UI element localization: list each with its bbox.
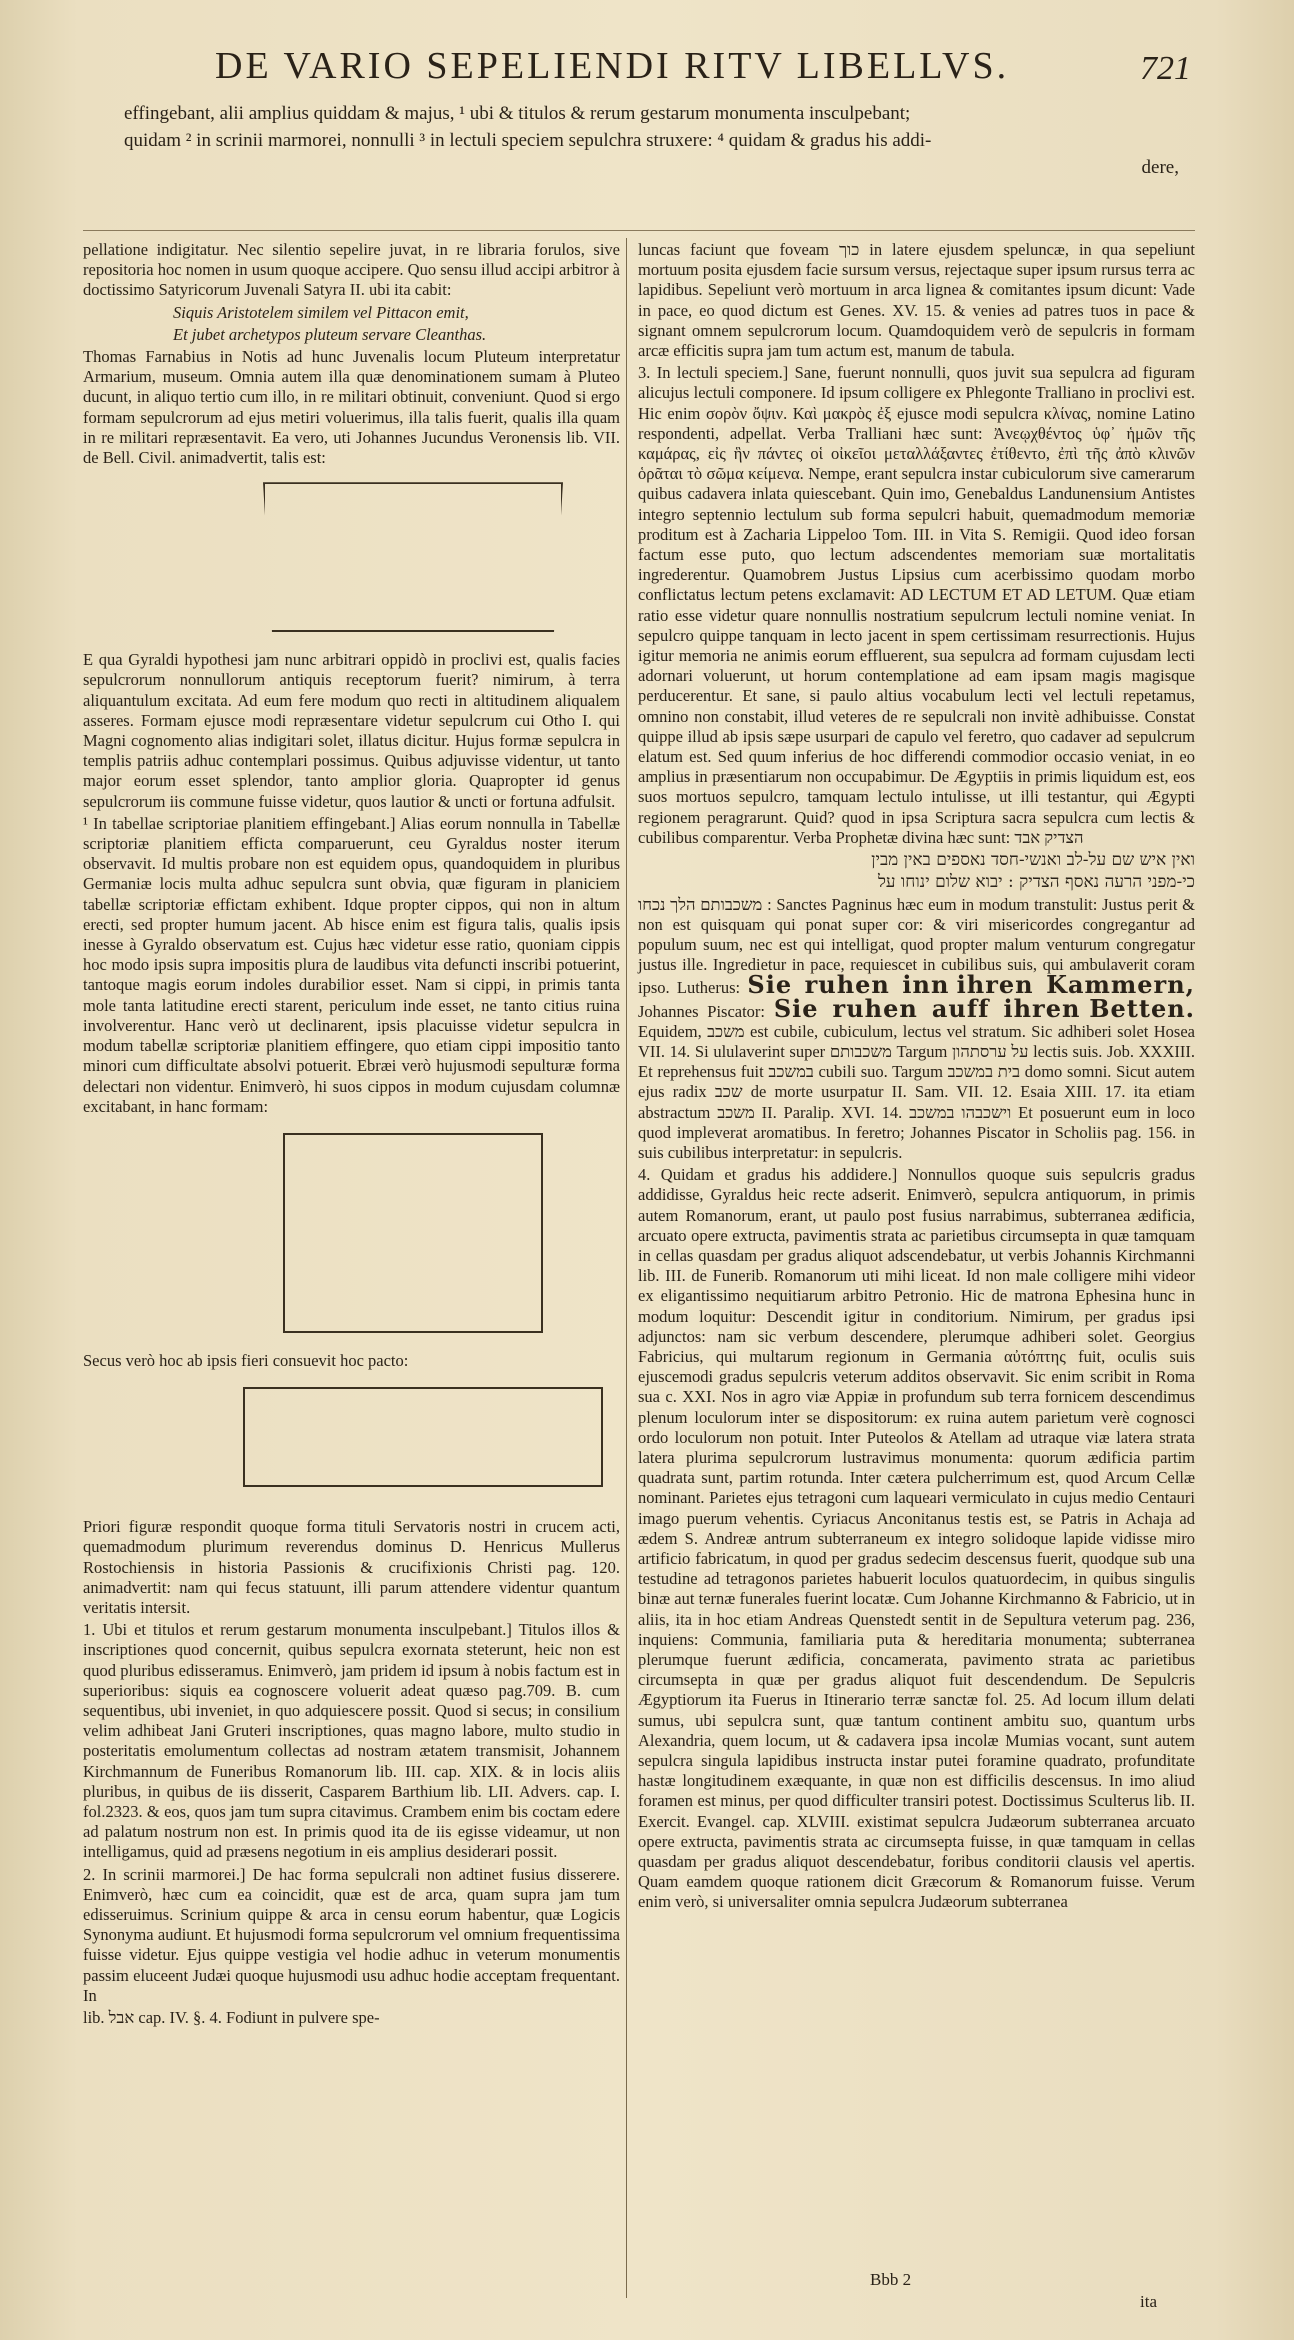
column-divider xyxy=(626,238,627,2298)
paragraph: E qua Gyraldi hypothesi jam nunc arbitrari oppidò in proclivi est, qualis facies sepulcrorum nonnullorum antiquis receptorum fuerit? nimirum, à terra aliquantulum excitata. Ad eum fere modum quo recti in altitudinem aliqualem asseres. Formam ejusce modi repræsentare videtur sepulcrum cui Otho I. qui Magni cognomento alias indigitari solet, illatus dicitur. Hujus formæ sepulcra in templis patriis adhuc contemplari possimus. Quibus adjuvisse videntur, ut tanto major eorum esset splendor, tanto amplior gloria. Quapropter id genus sepulcrorum iis commune fuisse videtur, quos lautior & uncti or fortuna adfulsit. xyxy=(83,650,620,811)
hebrew-line: ואין איש שם על-לב ואנשי-חסד נאספים באין מבין xyxy=(871,850,1195,871)
paragraph: Thomas Farnabius in Notis ad hunc Juvenalis locum Pluteum interpretatur Armarium, museum. Omnia autem illa quæ denominationem sumam à Pluteo ducunt, in aliquo tertio cum illo, in re militari obtinuit, conveniunt. Quod si ergo formam sepulcrorum ad ejus metiri voluerimus, illa talis fuerit, qualis illa quam in re militari repræsentavit. Ea vero, uti Johannes Jucundus Veronensis lib. VII. de Bell. Civil. animadvertit, talis est: xyxy=(83,347,620,468)
right-column xyxy=(638,240,1195,1915)
gothic-text: Sie ruhen inn xyxy=(747,970,950,1000)
intro-text xyxy=(124,100,1179,181)
intro-line-last: dere, xyxy=(1141,157,1179,178)
paragraph xyxy=(638,895,1195,1164)
pluteum-figure xyxy=(263,482,563,632)
left-column xyxy=(83,240,620,2030)
paragraph: 2. In scrinii marmorei.] De hac forma sepulcrali non adtinet fusius disserere. Enimverò, hæc cum ea coincidit, quæ est de arca, quam supra jam tum edisseruimus. Scrinium quippe & arca in censu eorum habentur, quæ Logicis Synonyma audiunt. Et hujusmodi forma sepulcrorum vel omnium frequentissima fuisse videtur. Ejus quippe vestigia vel hodie adhuc in veterum monumentis passim eluceent Judæi quoque hujusmodi usu adhuc hodie acceptam frequentant. In xyxy=(83,1864,620,2005)
paragraph: 4. Quidam et gradus his addidere.] Nonnullos quoque suis sepulcris gradus addidisse, Gyraldus heic recte adserit. Enimverò, sepulcra antiquorum, in primis autem Romanorum, erant, ut paulo post fusius narrabimus, subterranea ædificia, arcuato opere extructa, pavimentis strata ac parietibus circumsepta in quæ tamquam in cellas quasdam per gradus aliquot adscendebatur, ut verbis Johannis Kirchmanni lib. III. de Funerib. Romanorum uti mihi liceat. Id non male colligere mihi videor ex eligantissimo nequitiarum arbitro Petronio. Hic de matrona Ephesina hunc in modum loquitur: Descendit igitur in conditorium. Nimirum, per gradus ipsi adjunctos: nam sic verbum descendere, plerumque adhiberi solet. Georgius Fabricius, qui multarum regionum in Germania αὐτόπτης fuit, oculis suis ejuscemodi gradus sepulcris veterum additos observavit. Sic enim scribit in Roma sua c. XXI. Nos in agro viæ Appiæ in profundum sub terra fornicem descendimus plenum loculorum inter se dispositorum: ex ruina autem parietum verè cognosci ordo loculorum non potuit. Inter Puteolos & Atellam ad utraque viæ latera strata latera plurima sepulcrorum lustravimus monumenta: quorum ædificia partim quadrata sunt, partim rotunda. Inter cætera pulcherrimum est, quod Arcum Cellæ nominant. Parietes ejus tetragoni cum laqueari vermiculato in cujus medio Centauri imago puerum vehentis. Cyriacus Anconitanus testis est, se Patris in Achaja ad ædem S. Andreæ antrum subterraneum ex integro solidoque lapide vidisse miro artificio fabricatum, in quod per gradus sedecim descensus fuerit, quodque sub una testudine ad tetragonos parietes habuerit loculos quatuordecim, in quibus singulis binæ aut ternæ funerales fuerint locatæ. Cum Johanne Kirchmanno & Fabricio, ut in aliis, ita in hoc etiam Andreas Quenstedt sentit in de Sepultura veterum pag. 236, inquiens: Communia, familiaria puta & hereditaria monumenta; subterranea plerumque fuerunt ædificia, concamerata, pavimento strata ac parietibus circumsepta in quæ per gradus aliquot fuit descendendum. De Sepulcris Ægyptiorum ita Fuerus in Itinerario terræ sanctæ fol. 25. Ad locum illum delati sumus, ubi sepulcra sunt, quæ tantum continent ambitu suo, quantum urbs Alexandria, quem locum, ut & cadavera ipsa incolæ Mumias vocant, sunt autem sepulcra singula lapidibus instructa instar putei foramine quadrato, profunditate hastæ longitudinem exæquante, in quæ non est difficilis descensus. In imo aliud foramen est minus, per quod difficulter transiri potest. Doctissimus Sculterus lib. II. Exercit. Evangel. cap. XLVIII. existimat sepulcra Judæorum subterranea arcuato opere extructa, pavimentis strata ac circumsepta fuisse, in quæ tamquam in cellas quasdam per gradus aliquot descendebatur, foribus conditorii clausis vel apertis. Quam eamdem quoque rationem dicit Græcorum & Romanorum fuisse. Verum enim verò, si universaliter omnia sepulcra Judæorum subterranea xyxy=(638,1165,1195,1912)
paragraph-text: משכבותם הלך נכחו : Sanctes Pagninus hæc eum in modum transtulit: Justus perit & non est quisquam qui ponat super cor: & viri misericordes congregantur ad populum suum, nec est qui intelligat, quod propter malum venturum congregatur justus ille. Ingredietur in pace, requiescet in cubilibus suis, qui ambulaverit coram ipso. Lutherus: xyxy=(638,894,1195,998)
column-cippus-figure xyxy=(283,1133,543,1333)
paragraph-text: Equidem, משכב est cubile, cubiculum, lectus vel stratum. Sic adhiberi solet Hosea VII. 14. Si ululaverint super משכבותם Targum על ערסתהון lectis suis. Job. XXXIII. Et reprehensus fuit במשכב cubili suo. Targum בית במשכב domo somni. Sicut autem ejus radix שכב de morte usurpatur II. Sam. VII. 12. Esaia XIII. 17. ita etiam abstractum משכב II. Paralip. XVI. 14. וישכבהו במשכב Et posuerunt eum in loco quod impleverat aromatibus. In feretro; Johannes Piscator in Scholiis pag. 156. in suis cubilibus interpretatur: in sepulcris. xyxy=(638,1021,1195,1162)
gothic-text: Sie ruhen auff ihren xyxy=(773,993,1081,1023)
paragraph: ¹ In tabellae scriptoriae planitiem effingebant.] Alias eorum nonnulla in Tabellæ scriptoriæ planitiem efficta comparuerunt, ceu Gyraldus noster iterum observavit. Id multis probare non est equidem opus, quandoquidem in pluribus Germaniæ locis multa adhuc sepulcra sunt obvia, quæ figuram in planiciem tabellæ scriptoriæ effictam exhibent. Idque propter cippos, qui non in altum erecti, sed propter humum jacent. Ab hisce enim est figura talis, qualis ipsis inesse à Gyraldo observatum est. Cujus hæc videtur esse ratio, quoniam cippis hoc modo ipsis supra impositis plura de laudibus vita defuncti inscribi potuerint, tantoque magis eorum indoles durabilior esset. Nam si cippi, in primis tanta mole tanta latitudine erecti starent, periculum inde esset, ne tanto citius ruina involverentur. Hanc verò ut declinarent, ipsis placuisse videtur sepulcra in modum tabellæ scriptoriæ planitiem effingere, quo etiam cippi impositio tanto minori cum difficultate absolvi potuerit. Ebræi verò hujusmodi sepulturæ forma delectari non videntur. Enimverò, hi suos cippos in modum cujusdam columnæ excitabant, in hanc formam: xyxy=(83,813,620,1116)
intro-line: effingebant, alii amplius quiddam & majus, ¹ ubi & titulos & rerum gestarum monumenta insculpebant; xyxy=(124,103,911,124)
intro-line: quidam ² in scrinii marmorei, nonnulli ³ in lectuli speciem sepulchra struxere: ⁴ quidam & gradus his addi- xyxy=(124,130,932,151)
paragraph: luncas faciunt que foveam כוך in latere ejusdem speluncæ, in qua sepeliunt mortuum posita ejusdem facie sursum versus, rejectaque super ipsum rursus terra ac lapidibus. Sepeliunt verò mortuum in arca lignea & comitantes ipsum dicunt: Vade in pace, eo quod dictum est Genes. XV. 15. & venies ad patres tuos in pace & signant omnem sepulcrorum locum. Quamdoquidem verò de sepulcris in formam arcæ efficitis supra jam tum actum est, manum de tabula. xyxy=(638,240,1196,361)
paragraph: Priori figuræ respondit quoque forma tituli Servatoris nostri in crucem acti, quemadmodum plurimum reverendus dominus D. Henricus Mullerus Rostochiensis in historia Passionis & crucifixionis Christi pag. 120. animadvertit: nam qui fecus statuunt, illi parum attendere videntur quantum veritatis intersit. xyxy=(83,1517,620,1617)
flat-cippus-figure xyxy=(243,1387,603,1487)
paragraph: 1. Ubi et titulos et rerum gestarum monumenta insculpebant.] Titulos illos & inscriptiones quod concernit, quibus sepulcra exornata steterunt, heic non est quod pluribus edisseramus. Enimverò, jam pridem id ipsum à nobis factum est in superioribus: siquis ea cognoscere voluerit adeat quæso pag.709. B. cum sequentibus, ubi inveniet, in quo adquiescere possit. Quod si secus; in consilium velim adhibeat Jani Gruteri inscriptiones, quas magno labore, multo studio in posteritatis emolumentum collectas ad nostram ætatem transmisit, Johannem Kirchmannum de Funeribus Romanorum lib. III. cap. XIX. & in locis aliis pluribus, in quibus de iis disserit, Casparem Barthium lib. LII. Advers. cap. I. fol.2323. & eos, quos jam tum supra citavimus. Crambem enim bis coctam edere ad palatum nostrum non est. In primis quod ita de iis egisse videamur, ut non intelligamus, quid ad præsens negotium in eis amplius desiderari possit. xyxy=(83,1620,620,1862)
signature-mark: Bbb 2 xyxy=(870,2270,912,2289)
gothic-text: ihren Kammern, xyxy=(956,970,1195,1000)
paragraph-text: Johannes Piscator: xyxy=(638,1001,766,1021)
paragraph: lib. אבל cap. IV. §. 4. Fodiunt in pulvere spe- xyxy=(83,2007,380,2027)
page-number: 721 xyxy=(1140,50,1191,87)
header-rule xyxy=(83,230,1195,231)
paragraph: 3. In lectuli speciem.] Sane, fuerunt nonnulli, quos juvit sua sepulcra ad figuram alicujus lectuli componere. Id ipsum colligere ex Phlegonte Tralliano in proclivi est. Hic enim σορὸν ὄψιν. Καὶ μακρὸς ἐξ ejusce modi sepulcra κλίνας, nomine Latino respondenti, adpellat. Verba Tralliani hæc sunt: Ἀνεῳχθέντος ὑφ᾽ ἡμῶν τῆς καμάρας, εἰς ἣν πάντες οἱ οἰκεῖοι μεταλλάξαντες ἐτίθεντο, ἐπὶ τῆς ἀπὸ κλινῶν ὁρᾶται τὸ σῶμα κείμενα. Nempe, erant sepulcra instar cubiculorum sive camerarum quibus cadavera inlata quiescebant. Quin imo, Genebaldus Landunensium Antistes integro septennio lectulum sub forma sepulcri habuit, quemadmodum memoriæ proditum est à Zacharia Lippeloo Tom. III. in Vita S. Remigii. Quod ideo forsan factum esse puto, quo lectum adscendentes memoriam suæ mortalitatis ingrederentur. Quamobrem Justus Lipsius cum acerbissimo quodam morbo conflictatus lectum petens exclamavit: AD LECTUM ET AD LETUM. Quæ etiam ratio esse videtur quare nonnullis nostratium sepulcrum lectuli nomine veniat. In sepulcro quippe tanquam in lecto jacent in spem certissimam resurrectionis. Hujus igitur memoria ne animis eorum effluerent, sua sepulcra ad formam cujusdam lecti adornari voluerunt, ut horum contemplatione ad eam ipsam magis magisque perducerentur. Et sane, si paulo altius vocabulum lecti vel lectuli repetamus, omnino non constabit, illud veteres de re sepulcrali non invitè adhibuisse. Constat quippe illud ab ipsis sæpe usurpari de capulo vel feretro, quo cadaver ad sepulcrum elatum est. Sed quum inferius de hoc differendi commodior occasio veniat, in eo amplius in præsentiarum non occupabimur. De Ægyptiis in primis liquidum est, eos suos mortuos sepulcro, tamquam lectulo intulisse, ut illi testantur, qui Ægypti regionem peragrarunt. Quid? quod in ipsa Scriptura sacra sepulcra cum lectis & cubilibus comparentur. Verba Prophetæ divina hæc sunt: הצדיק אבד xyxy=(638,363,1195,847)
paragraph: pellatione indigitatur. Nec silentio sepelire juvat, in re libraria forulos, sive repositoria hoc nomen in usum quoque accipere. Quo sensu illud accipi arbitror à doctissimo Satyricorum Juvenali Satyra II. ubi ita cabit: xyxy=(83,240,620,300)
gothic-text: Betten. xyxy=(1089,993,1196,1023)
catchword: ita xyxy=(1140,2292,1157,2311)
paragraph: Secus verò hoc ab ipsis fieri consuevit hoc pacto: xyxy=(83,1350,409,1370)
hebrew-line: כי-מפני הרעה נאסף הצדיק : יבוא שלום ינוחו על xyxy=(877,872,1195,893)
verse-line: Et jubet archetypos pluteum servare Cleanthas. xyxy=(173,324,487,344)
running-title: DE VARIO SEPELIENDI RITV LIBELLVS. xyxy=(215,45,1010,87)
verse-line: Siquis Aristotelem similem vel Pittacon emit, xyxy=(173,302,469,322)
